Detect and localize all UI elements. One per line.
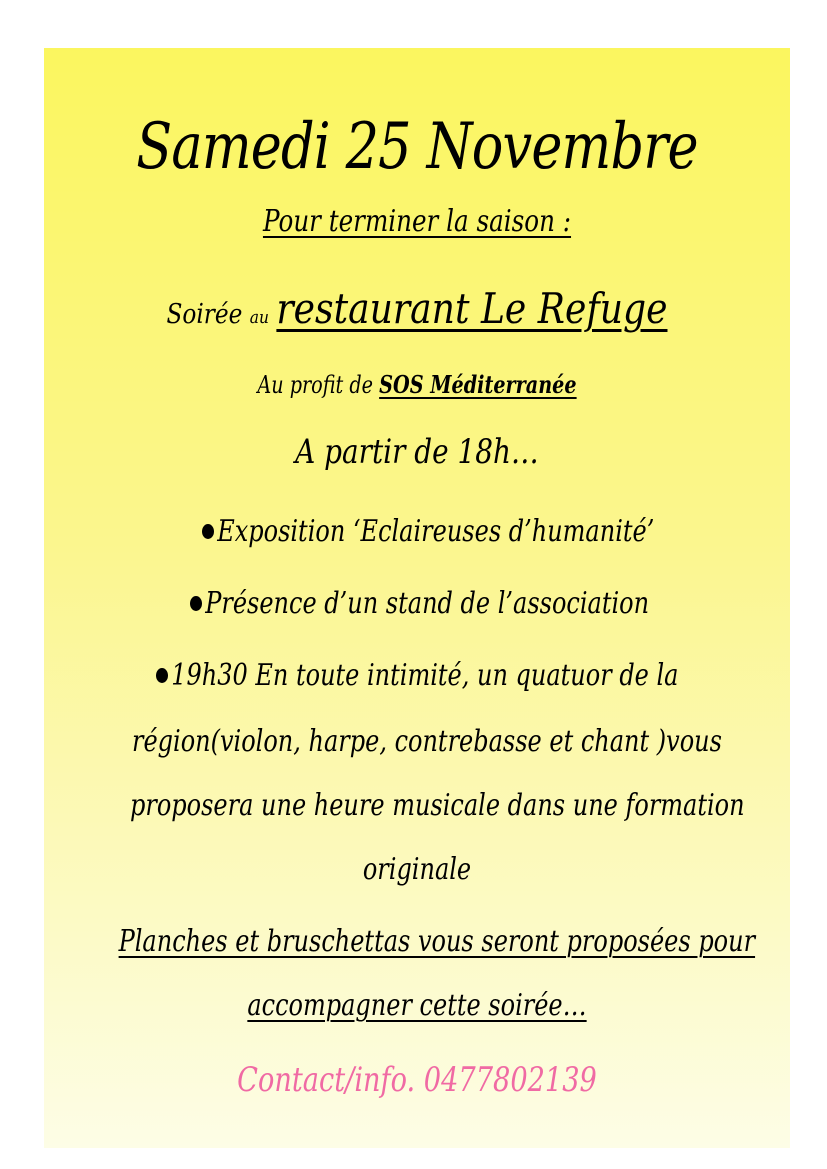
bullet-dot-icon	[190, 596, 202, 611]
food-line-2	[119, 988, 716, 1023]
food-text-2: accompagner cette soirée…	[247, 988, 587, 1023]
event-poster	[44, 48, 790, 1148]
list-item-text: Présence d’un stand de l’association	[205, 586, 650, 621]
bullet-dot-icon	[202, 524, 214, 539]
subtitle	[111, 204, 723, 239]
soiree-line	[96, 284, 738, 333]
list-item-text: Exposition ‘Eclaireuses d’humanité’	[217, 514, 655, 549]
venue-name: restaurant Le Refuge	[276, 284, 668, 333]
list-item-continuation: région(violon, harpe, contrebasse et chant )vous	[132, 724, 722, 759]
soiree-connector: au	[249, 307, 269, 328]
subtitle-text: Pour terminer la saison :	[262, 204, 572, 239]
food-text-1: Planches et bruschettas vous seront proposées pour	[118, 924, 756, 959]
bullet-dot-icon	[156, 668, 168, 683]
list-item-continuation: proposera une heure musicale dans une formation	[130, 788, 745, 823]
soiree-prefix: Soirée	[166, 299, 243, 330]
list-item-text: 19h30 En toute intimité, un quatuor de la	[171, 658, 679, 693]
list-item	[190, 586, 649, 621]
list-item	[156, 658, 679, 693]
event-date-title: Samedi 25 Novembre	[136, 110, 698, 184]
list-item	[202, 514, 654, 549]
start-time: A partir de 18h…	[295, 432, 539, 472]
profit-line	[119, 370, 716, 399]
profit-prefix: Au profit de	[257, 371, 374, 399]
food-line-1	[118, 924, 756, 959]
list-item-continuation: originale	[362, 852, 472, 887]
beneficiary-name: SOS Méditerranée	[379, 370, 577, 399]
contact-info: Contact/info. 0477802139	[237, 1060, 597, 1100]
